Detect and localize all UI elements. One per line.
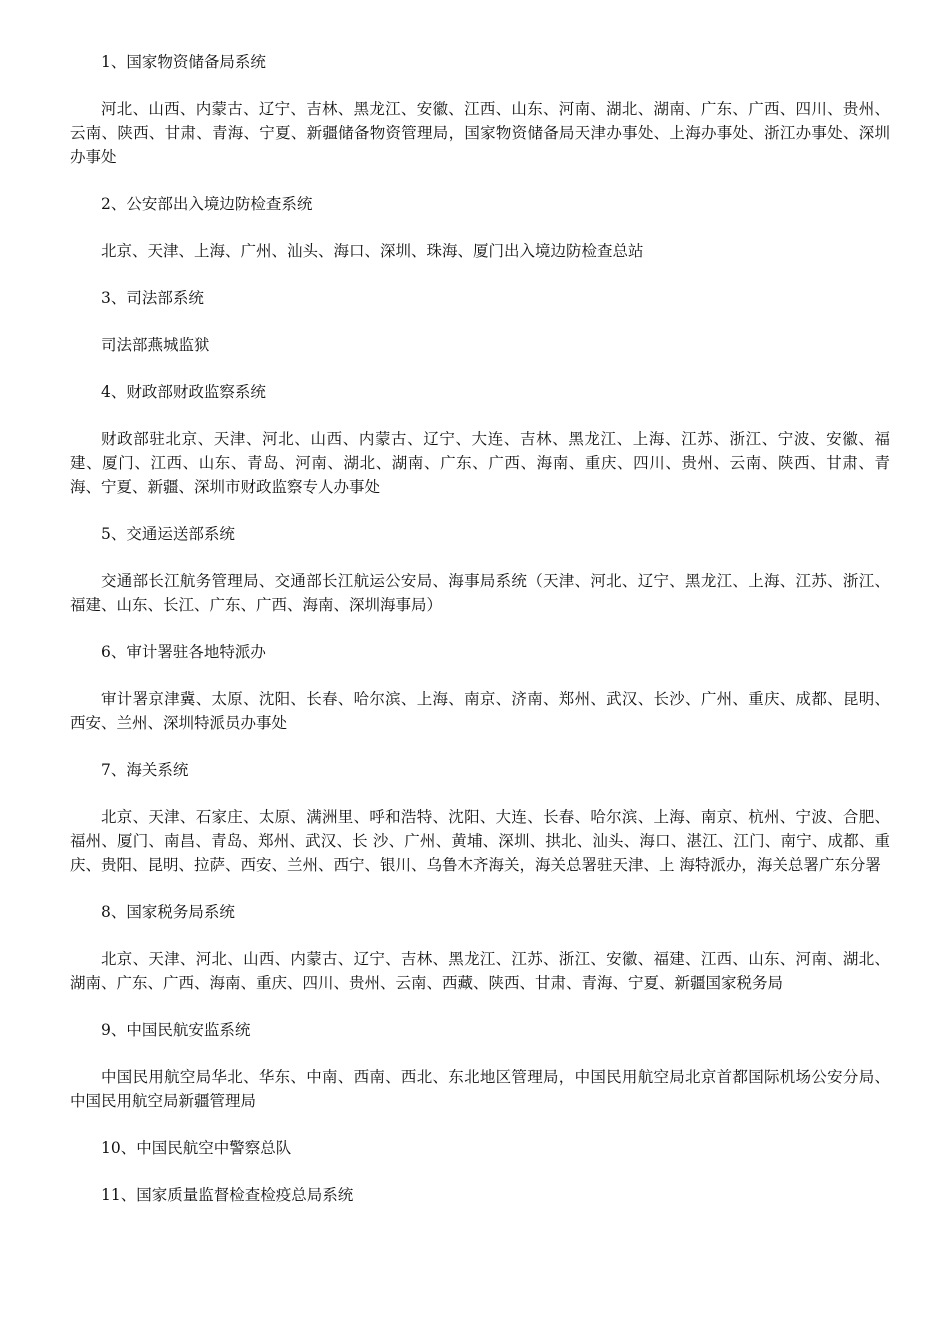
section-body: 北京、天津、上海、广州、汕头、海口、深圳、珠海、厦门出入境边防检查总站 (101, 242, 644, 260)
section-body: 中国民用航空局华北、华东、中南、西南、西北、东北地区管理局，中国民用航空局北京首都国际机场公安分局、中国民用航空局新疆管理局 (70, 1068, 890, 1110)
section-heading: 9、中国民航安监系统 (101, 1021, 251, 1039)
document-page (70, 50, 890, 1230)
section-heading: 7、海关系统 (101, 761, 189, 779)
section-9 (70, 1018, 890, 1113)
section-body: 北京、天津、河北、山西、内蒙古、辽宁、吉林、黑龙江、江苏、浙江、安徽、福建、江西、山东、河南、湖北、湖南、广东、广西、海南、重庆、四川、贵州、云南、西藏、陕西、甘肃、青海、宁夏、新疆国家税务局 (70, 950, 890, 992)
section-body: 审计署京津冀、太原、沈阳、长春、哈尔滨、上海、南京、济南、郑州、武汉、长沙、广州、重庆、成都、昆明、西安、兰州、深圳特派员办事处 (70, 690, 890, 732)
section-heading: 5、交通运送部系统 (101, 525, 235, 543)
section-6 (70, 640, 890, 735)
section-8 (70, 900, 890, 995)
section-body: 河北、山西、内蒙古、辽宁、吉林、黑龙江、安徽、江西、山东、河南、湖北、湖南、广东、广西、四川、贵州、云南、陕西、甘肃、青海、宁夏、新疆储备物资管理局，国家物资储备局天津办事处、上海办事处、浙江办事处、深圳办事处 (70, 100, 890, 166)
section-heading: 6、审计署驻各地特派办 (101, 643, 266, 661)
section-heading: 3、司法部系统 (101, 289, 204, 307)
section-7 (70, 758, 890, 877)
section-1 (70, 50, 890, 169)
section-4 (70, 380, 890, 499)
section-heading: 2、公安部出入境边防检查系统 (101, 195, 313, 213)
section-heading: 4、财政部财政监察系统 (101, 383, 266, 401)
section-heading: 8、国家税务局系统 (101, 903, 235, 921)
section-body: 司法部燕城监狱 (101, 336, 210, 354)
section-5 (70, 522, 890, 617)
section-body: 北京、天津、石家庄、太原、满洲里、呼和浩特、沈阳、大连、长春、哈尔滨、上海、南京、杭州、宁波、合肥、福州、厦门、南昌、青岛、郑州、武汉、长 沙、广州、黄埔、深圳、拱北、汕头、海口、湛江、江门、南宁、成都、重庆、贵阳、昆明、拉萨、西安、兰州、西宁、银川、乌鲁木齐海关，海关总署驻天津、上 海特派办，海关总署广东分署 (70, 808, 890, 874)
section-body: 财政部驻北京、天津、河北、山西、内蒙古、辽宁、大连、吉林、黑龙江、上海、江苏、浙江、宁波、安徽、福建、厦门、江西、山东、青岛、河南、湖北、湖南、广东、广西、海南、重庆、四川、贵州、云南、陕西、甘肃、青海、宁夏、新疆、深圳市财政监察专人办事处 (70, 430, 890, 496)
section-heading: 11、国家质量监督检查检疫总局系统 (101, 1186, 354, 1204)
section-body: 交通部长江航务管理局、交通部长江航运公安局、海事局系统（天津、河北、辽宁、黑龙江、上海、江苏、浙江、福建、山东、长江、广东、广西、海南、深圳海事局） (70, 572, 890, 614)
section-heading: 1、国家物资储备局系统 (101, 53, 266, 71)
section-3 (70, 286, 890, 357)
section-2 (70, 192, 890, 263)
section-10 (70, 1136, 890, 1160)
section-11 (70, 1183, 890, 1207)
section-heading: 10、中国民航空中警察总队 (101, 1139, 292, 1157)
